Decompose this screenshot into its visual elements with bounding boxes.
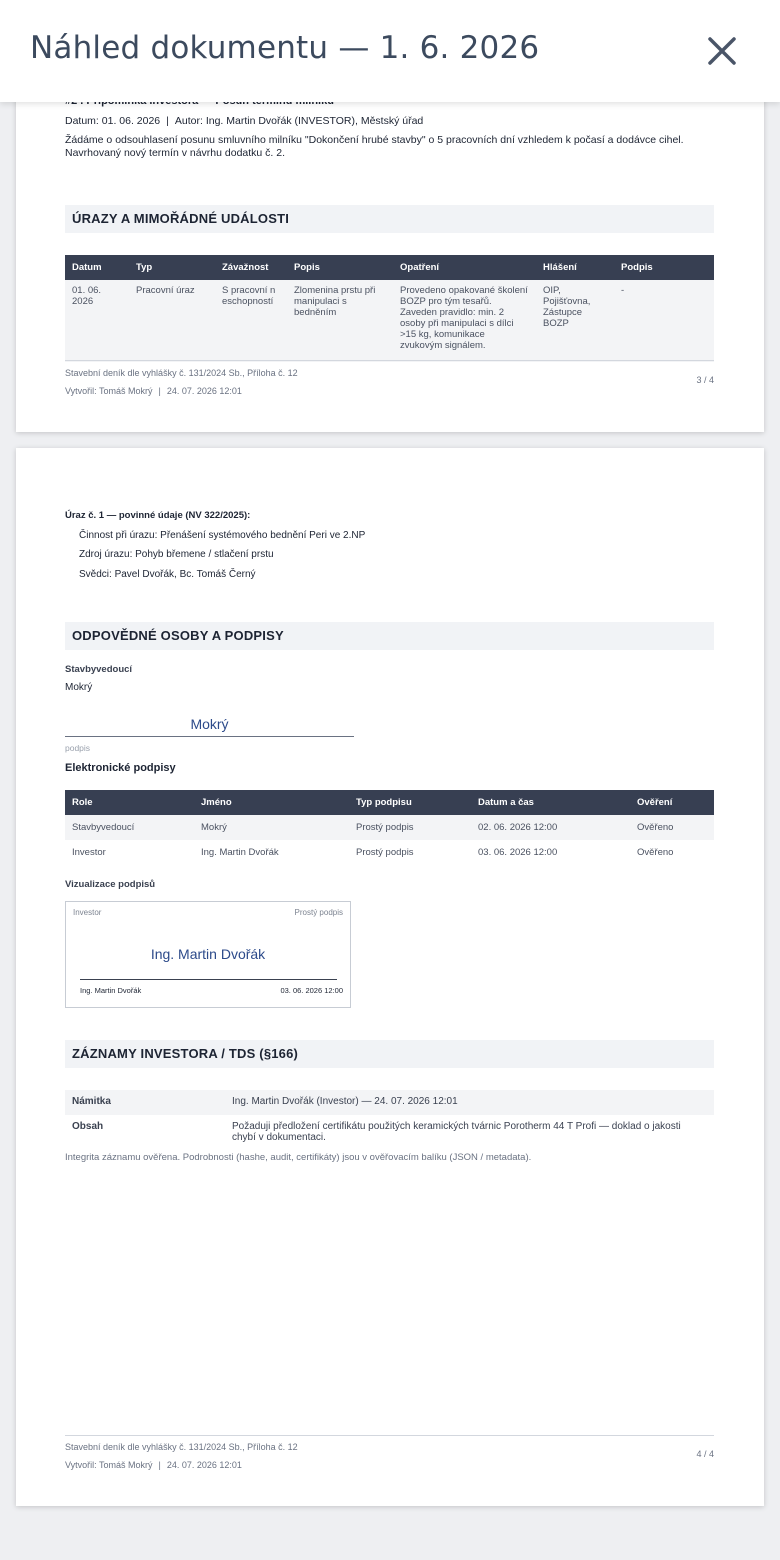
close-button[interactable] <box>704 33 740 69</box>
table-cell: Pracovní úraz <box>129 280 215 362</box>
signature-card-signature: Ing. Martin Dvořák <box>150 946 266 962</box>
column-header: Typ podpisu <box>349 790 471 815</box>
column-header: Datum <box>65 255 129 280</box>
footer-author-name: Vytvořil: Tomáš Mokrý <box>65 386 153 396</box>
entry-text: Žádáme o odsouhlasení posunu smluvního milníku "Dokončení hrubé stavby" o 5 pracovních dní vzhledem k počasí a dodávce cihel. Navrhovaný nový termín v návrhu dodatku č. 2. <box>65 134 684 159</box>
footer-date: 24. 07. 2026 12:01 <box>166 386 242 396</box>
signature-card-name: Ing. Martin Dvořák <box>80 986 142 995</box>
table-header-row <box>65 790 714 815</box>
table-row <box>65 1090 714 1115</box>
page-number: 4 / 4 <box>696 1449 714 1459</box>
injury-source: Zdroj úrazu: Pohyb břemene / stlačení prstu <box>79 549 274 560</box>
integrity-note: Integrita záznamu ověřena. Podrobnosti (hashe, audit, certifikáty) jsou v ověřovacím balíku (JSON / metadata). <box>65 1152 532 1163</box>
column-header: Ověření <box>630 790 714 815</box>
table-cell: 02. 06. 2026 12:00 <box>471 815 630 840</box>
column-header: Jméno <box>194 790 349 815</box>
column-header: Popis <box>287 255 393 280</box>
table-cell: Zlomenina prstu při manipulaci s bedněním <box>287 280 393 362</box>
esign-title: Elektronické podpisy <box>65 762 176 774</box>
esign-table <box>65 790 714 865</box>
table-cell: Provedeno opakované školení BOZP pro tým tesařů. Zaveden pravidlo: min. 2 osoby při manipulaci s dílci >15 kg, komunikace zvukovým signálem. <box>393 280 536 362</box>
meta-separator: | <box>166 115 169 127</box>
investor-heading: ZÁZNAMY INVESTORA / TDS (§166) <box>65 1040 714 1068</box>
signature-card-line <box>80 979 337 980</box>
document-page-3 <box>16 60 764 432</box>
manager-signature: Mokrý <box>190 716 229 732</box>
footer-author-name: Vytvořil: Tomáš Mokrý <box>65 1460 153 1470</box>
column-header: Hlášení <box>536 255 614 280</box>
column-header: Podpis <box>614 255 714 280</box>
table-cell: S pracovní n eschopností <box>215 280 287 362</box>
table-cell: Ověřeno <box>637 847 674 858</box>
record-key: Obsah <box>72 1121 104 1132</box>
footer-divider <box>65 360 714 361</box>
signature-card-type: Prostý podpis <box>294 908 343 917</box>
manager-label: Stavbyvedoucí <box>65 664 133 675</box>
table-row <box>65 840 714 865</box>
preview-title: Náhled dokumentu — 1. 6. 2026 <box>30 30 540 66</box>
table-cell: OIP, Pojišťovna, Zástupce BOZP <box>536 280 614 362</box>
incidents-table <box>65 255 714 362</box>
document-page-4 <box>16 448 764 1506</box>
injury-witnesses: Svědci: Pavel Dvořák, Bc. Tomáš Černý <box>79 569 256 580</box>
record-value: Ing. Martin Dvořák (Investor) — 24. 07. 2026 12:01 <box>225 1090 714 1115</box>
record-key: Námitka <box>65 1090 225 1115</box>
table-cell: - <box>614 280 714 362</box>
table-cell: Stavbyvedoucí <box>65 815 194 840</box>
signature-card <box>65 901 351 1008</box>
record-value: Požaduji předložení certifikátu použitých keramických tvárnic Porotherm 44 T Profi — doklad o jakosti chybí v dokumentaci. <box>232 1121 681 1143</box>
injury-activity: Činnost při úrazu: Přenášení systémového bednění Peri ve 2.NP <box>79 530 366 541</box>
footer-author <box>65 1460 242 1470</box>
table-cell: 01. 06. 2026 <box>65 280 129 362</box>
footer-author <box>65 386 242 396</box>
table-cell: 03. 06. 2026 12:00 <box>478 847 558 858</box>
table-cell: Investor <box>72 847 106 858</box>
column-header: Role <box>65 790 194 815</box>
signature-line <box>65 736 354 737</box>
footer-date: 24. 07. 2026 12:01 <box>166 1460 242 1470</box>
persons-heading: ODPOVĚDNÉ OSOBY A PODPISY <box>65 622 714 650</box>
table-cell: Ověřeno <box>630 815 714 840</box>
table-row <box>65 280 714 362</box>
page-number: 3 / 4 <box>696 375 714 385</box>
table-row <box>65 815 714 840</box>
entry-author: Autor: Ing. Martin Dvořák (INVESTOR), Městský úřad <box>174 115 424 127</box>
footer-legal: Stavební deník dle vyhlášky č. 131/2024 Sb., Příloha č. 12 <box>65 368 298 378</box>
signature-caption: podpis <box>65 743 91 753</box>
column-header: Závažnost <box>215 255 287 280</box>
injury-title: Úraz č. 1 — povinné údaje (NV 322/2025): <box>65 510 251 521</box>
incidents-heading: ÚRAZY A MIMOŘÁDNÉ UDÁLOSTI <box>65 205 714 233</box>
table-cell: Prostý podpis <box>356 847 414 858</box>
column-header: Opatření <box>393 255 536 280</box>
table-row <box>65 1115 714 1149</box>
footer-divider <box>65 1435 714 1436</box>
investor-records-table <box>65 1090 714 1149</box>
signature-card-role: Investor <box>73 908 102 917</box>
signature-card-date: 03. 06. 2026 12:00 <box>280 986 343 995</box>
preview-header <box>0 0 780 102</box>
table-header-row <box>65 255 714 280</box>
footer-separator: | <box>158 386 161 396</box>
footer-separator: | <box>158 1460 161 1470</box>
close-icon <box>704 33 740 69</box>
table-cell: Prostý podpis <box>349 815 471 840</box>
table-cell: Mokrý <box>194 815 349 840</box>
table-cell: Ing. Martin Dvořák <box>201 847 279 858</box>
entry-meta <box>65 115 423 127</box>
column-header: Datum a čas <box>471 790 630 815</box>
viz-title: Vizualizace podpisů <box>65 879 156 890</box>
column-header: Typ <box>129 255 215 280</box>
footer-legal: Stavební deník dle vyhlášky č. 131/2024 Sb., Příloha č. 12 <box>65 1442 298 1452</box>
manager-name: Mokrý <box>65 682 93 693</box>
entry-date: Datum: 01. 06. 2026 <box>65 115 161 127</box>
